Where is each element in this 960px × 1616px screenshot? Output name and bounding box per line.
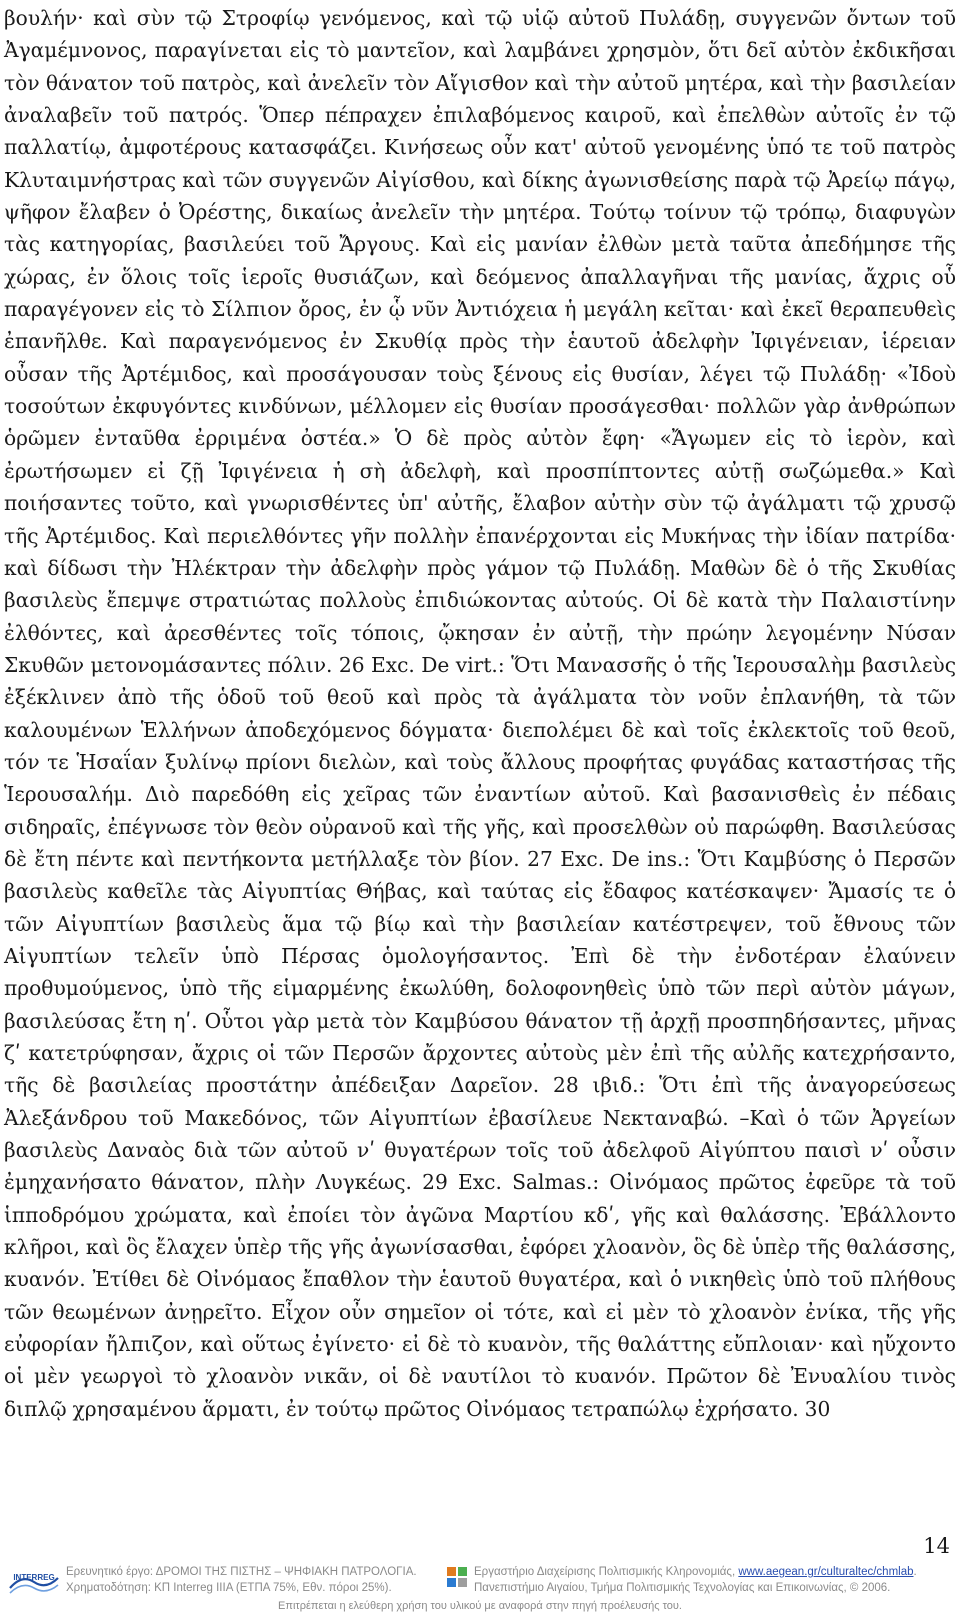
footer-project-line: Ερευνητικό έργο: ΔΡΟΜΟΙ ΤΗΣ ΠΙΣΤΗΣ – ΨΗΦΙΑΚΗ ΠΑΤΡΟΛΟΓΙΑ. xyxy=(66,1566,417,1578)
footer-lab-suffix: . xyxy=(913,1566,917,1578)
footer-lab-name: Εργαστήριο Διαχείρισης Πολιτισμικής Κληρονομιάς, xyxy=(474,1566,739,1578)
footer-lab-line xyxy=(474,1564,958,1580)
lab-logo-icon xyxy=(446,1566,468,1588)
interreg-logo xyxy=(8,1568,60,1598)
footer-funding-line: Χρηματοδότηση: ΚΠ Interreg IIIA (ΕΤΠΑ 75%, Εθν. πόροι 25%). xyxy=(66,1582,392,1594)
footer-lab-info xyxy=(474,1564,958,1596)
footer-project-info xyxy=(66,1564,446,1596)
page-footer xyxy=(0,1560,960,1616)
footer-lab-link[interactable]: www.aegean.gr/culturaltec/chmlab xyxy=(738,1566,914,1578)
main-text: βουλήν· καὶ σὺν τῷ Στροφίῳ γενόμενος, καὶ τῷ υἱῷ αὐτοῦ Πυλάδῃ, συγγενῶν ὄντων τοῦ Ἀγαμέμνονος, παραγίνεται εἰς τὸ μαντεῖον, καὶ λαμβάνει χρησμὸν, ὅτι δεῖ αὐτὸν ἐκδικῆσαι τὸν θάνατον τοῦ πατρὸς, καὶ ἀνελεῖν τὸν Αἴγισθον καὶ τὴν αὐτοῦ μητέρα, καὶ τὴν βασιλείαν ἀναλαβεῖν τοῦ πατρός. Ὅπερ πέπραχεν ἐπιλαβόμενος καιροῦ, καὶ ἐπελθὼν αὐτοῖς ἐν τῷ παλλατίῳ, ἀμφοτέρους κατασφάζει. Κινήσεως οὖν κατ' αὐτοῦ γενομένης ὑπό τε τοῦ πατρὸς Κλυταιμνήστρας καὶ τῶν συγγενῶν Αἰγίσθου, καὶ δίκης ἀγωνισθείσης παρὰ τῷ Ἀρείῳ πάγῳ, ψῆφον ἔλαβεν ὁ Ὀρέστης, δικαίως ἀνελεῖν τὴν μητέρα. Τούτῳ τοίνυν τῷ τρόπῳ, διαφυγὼν τὰς κατηγορίας, βασιλεύει τοῦ Ἄργους. Καὶ εἰς μανίαν ἐλθὼν μετὰ ταῦτα ἀπεδήμησε τῆς χώρας, ἐν ὅλοις τοῖς ἱεροῖς θυσιάζων, καὶ δεόμενος ἀπαλλαγῆναι τῆς μανίας, ἄχρις οὗ παραγέγονεν εἰς τὸ Σίλπιον ὄρος, ἐν ᾧ νῦν Ἀντιόχεια ἡ μεγάλη κεῖται· καὶ ἐκεῖ θεραπευθεὶς ἐπανῆλθε. Καὶ παραγενόμενος ἐν Σκυθίᾳ πρὸς τὴν ἑαυτοῦ ἀδελφὴν Ἰφιγένειαν, ἱέρειαν οὖσαν τῆς Ἀρτέμιδος, καὶ προσάγουσαν τοὺς ξένους εἰς θυσίαν, λέγει τῷ Πυλάδῃ· «Ἰδοὺ τοσούτων ἐκφυγόντες κινδύνων, μέλλομεν εἰς θυσίαν προσάγεσθαι· πολλῶν γὰρ ἀνθρώπων ὁρῶμεν ἐνταῦθα ἐρριμένα ὀστέα.» Ὁ δὲ πρὸς αὐτὸν ἔφη· «Ἄγωμεν εἰς τὸ ἱερὸν, καὶ ἐρωτήσωμεν εἰ ζῇ Ἰφιγένεια ἡ σὴ ἀδελφὴ, καὶ προσπίπτοντες αὐτῇ σωζώμεθα.» Καὶ ποιήσαντες τοῦτο, καὶ γνωρισθέντες ὑπ' αὐτῆς, ἔλαβον αὐτὴν σὺν τῷ ἀγάλματι τῷ χρυσῷ τῆς Ἀρτέμιδος. Καὶ περιελθόντες γῆν πολλὴν ἐπανέρχονται εἰς Μυκήνας τὴν ἰδίαν πατρίδα· καὶ δίδωσι τὴν Ἠλέκτραν τὴν ἀδελφὴν πρὸς γάμον τῷ Πυλάδῃ. Μαθὼν δὲ ὁ τῆς Σκυθίας βασιλεὺς ἔπεμψε στρατιώτας πολλοὺς ἐπιδιώκοντας αὐτούς. Οἱ δὲ κατὰ τὴν Παλαιστίνην ἐλθόντες, καὶ ἀρεσθέντες τοῖς τόποις, ᾤκησαν ἐν αὐτῇ, τὴν πρώην λεγομένην Νύσαν Σκυθῶν μετονομάσαντες πόλιν. 26 Exc. De virt.: Ὅτι Μανασσῆς ὁ τῆς Ἱερουσαλὴμ βασιλεὺς ἐξέκλινεν ἀπὸ τῆς ὁδοῦ τοῦ θεοῦ καὶ πρὸς τὰ ἀγάλματα τὸν νοῦν ἐπλανήθη, τὰ τῶν καλουμένων Ἑλλήνων ἀποδεχόμενος δόγματα· διεπολέμει δὲ καὶ τοῖς ἐκλεκτοῖς τοῦ θεοῦ, τόν τε Ἡσαΐαν ξυλίνῳ πρίονι διελὼν, καὶ τοὺς ἄλλους προφήτας φυγάδας καταστήσας τῆς Ἱερουσαλήμ. Διὸ παρεδόθη εἰς χεῖρας τῶν ἐναντίων αὐτοῦ. Καὶ βασανισθεὶς ἐν πέδαις σιδηραῖς, ἐπέγνωσε τὸν θεὸν οὐρανοῦ καὶ τῆς γῆς, καὶ προσελθὼν οὐ παρώφθη. Βασιλεύσας δὲ ἔτη πέντε καὶ πεντήκοντα μετήλλαξε τὸν βίον. 27 Exc. De ins.: Ὅτι Καμβύσης ὁ Περσῶν βασιλεὺς καθεῖλε τὰς Αἰγυπτίας Θήβας, καὶ ταύτας εἰς ἔδαφος κατέσκαψεν· Ἄμασίς τε ὁ τῶν Αἰγυπτίων βασιλεὺς ἅμα τῷ βίῳ καὶ τὴν βασιλείαν κατέστρεψεν, τοῦ ἔθνους τῶν Αἰγυπτίων τελεῖν ὑπὸ Πέρσας ὁμολογήσαντος. Ἐπὶ δὲ τὴν ἐνδοτέραν ἐλαύνειν προθυμούμενος, ὑπὸ τῆς εἱμαρμένης ἐκωλύθη, δολοφονηθεὶς ὑπὸ τῶν περὶ αὐτὸν μάγων, βασιλεύσας ἔτη ηʹ. Οὗτοι γὰρ μετὰ τὸν Καμβύσου θάνατον τῇ ἀρχῇ προσπηδήσαντες, μῆνας ζʹ κατετρύφησαν, ἄχρις οἱ τῶν Περσῶν ἄρχοντες αὐτοὺς μὲν ἐπὶ τῆς αὐλῆς κατεχρήσαντο, τῆς δὲ βασιλείας προστάτην ἀπέδειξαν Δαρεῖον. 28 ιβιδ.: Ὅτι ἐπὶ τῆς ἀναγορεύσεως Ἀλεξάνδρου τοῦ Μακεδόνος, τῶν Αἰγυπτίων ἐβασίλευε Νεκταναβώ. –Καὶ ὁ τῶν Ἀργείων βασιλεὺς Δαναὸς διὰ τῶν αὐτοῦ νʹ θυγατέρων τοῖς τοῦ ἀδελφοῦ Αἰγύπτου παισὶ νʹ οὖσιν ἐμηχανήσατο θάνατον, πλὴν Λυγκέως. 29 Exc. Salmas.: Οἰνόμαος πρῶτος ἐφεῦρε τὰ τοῦ ἱπποδρόμου χρώματα, καὶ ἐποίει τὸν ἀγῶνα Μαρτίου κδʹ, γῆς καὶ θαλάσσης. Ἐβάλλοντο κλῆροι, καὶ ὃς ἔλαχεν ὑπὲρ τῆς γῆς ἀγωνίσασθαι, ἐφόρει χλοανὸν, ὃς δὲ ὑπὲρ τῆς θαλάσσης, κυανόν. Ἐτίθει δὲ Οἰνόμαος ἔπαθλον τὴν ἑαυτοῦ θυγατέρα, καὶ ὁ νικηθεὶς ὑπὸ τοῦ πλήθους τῶν θεωμένων ἀνῃρεῖτο. Εἶχον οὖν σημεῖον οἱ τότε, καὶ εἰ μὲν τὸ χλοανὸν ἐνίκα, τῆς γῆς εὐφορίαν ἤλπιζον, καὶ οὕτως ἐγίνετο· εἰ δὲ τὸ κυανὸν, τῆς θαλάττης εὔπλοιαν· καὶ ηὔχοντο οἱ μὲν γεωργοὶ τὸ χλοανὸν νικᾶν, οἱ δὲ ναυτίλοι τὸ κυανόν. Πρῶτον δὲ Ἐνυαλίου τινὸς διπλῷ χρησαμένου ἅρματι, ἐν τούτῳ πρῶτος Οἰνόμαος τετραπώλῳ ἐχρήσατο. 30 xyxy=(4,6,956,1421)
interreg-logo-text: INTERREG xyxy=(13,1573,55,1582)
footer-permission-line: Επιτρέπεται η ελεύθερη χρήση του υλικού με αναφορά στην πηγή προέλευσής του. xyxy=(278,1600,682,1612)
page-number: 14 xyxy=(923,1534,950,1558)
footer-university-line: Πανεπιστήμιο Αιγαίου, Τμήμα Πολιτισμικής Τεχνολογίας και Επικοινωνίας, © 2006. xyxy=(474,1582,891,1594)
